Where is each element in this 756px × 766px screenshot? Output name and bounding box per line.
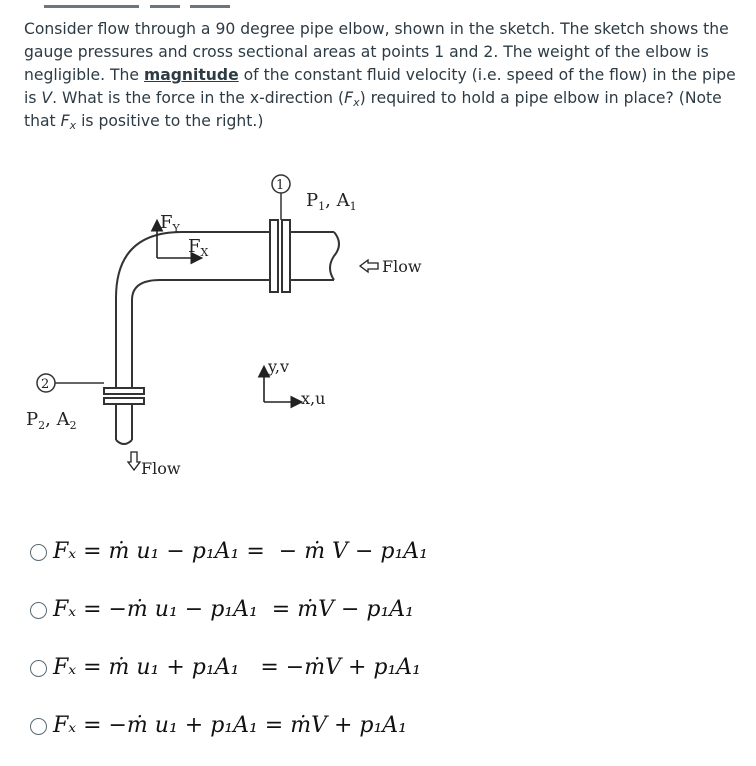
answer-options (30, 522, 730, 754)
answer-option-4[interactable] (30, 696, 730, 754)
axis-y-label: y,v (268, 357, 290, 376)
flow-arrow-bottom (128, 452, 140, 470)
point-2-marker (37, 374, 104, 392)
point-1-label: 1 (276, 178, 285, 193)
radio-button[interactable] (30, 718, 47, 735)
answer-formula: Fₓ = −ṁ u₁ + p₁A₁ = ṁV + p₁A₁ (53, 712, 407, 738)
clipped-text-sliver (0, 5, 756, 10)
pipe-elbow-diagram (0, 160, 460, 490)
radio-button[interactable] (30, 660, 47, 677)
answer-option-2[interactable] (30, 580, 730, 638)
p1-a1-label: $P_1$, $A_1$ (306, 190, 357, 213)
answer-formula: Fₓ = ṁ u₁ − p₁A₁ = − ṁ V − p₁A₁ (53, 538, 428, 564)
point-1-marker (272, 175, 290, 220)
question-text: Consider flow through a 90 degree pipe elbow, shown in the sketch. The sketch shows the gauge pressures and cross sectional areas at points 1 and 2. The weight of the elbow is negligible. The magnitude of the constant fluid velocity (i.e. speed of the flow) in the pipe is V. What is the force in the x-direction $(F_x)$ required to hold a pipe elbow in place? (Note that $F_x$ is positive to the right.) (24, 20, 736, 132)
radio-button[interactable] (30, 544, 47, 561)
radio-button[interactable] (30, 602, 47, 619)
answer-option-3[interactable] (30, 638, 730, 696)
fy-label: $F_Y$ (160, 212, 180, 235)
fx-label: $F_X$ (188, 236, 209, 259)
answer-option-1[interactable] (30, 522, 730, 580)
clipped-previous-text (0, 0, 756, 10)
pipe-elbow-sketch (0, 160, 460, 490)
axis-x-label: x,u (301, 389, 326, 408)
answer-formula: Fₓ = −ṁ u₁ − p₁A₁ = ṁV − p₁A₁ (53, 596, 414, 622)
flow-arrow-right (360, 260, 378, 272)
p2-a2-label: $P_2$, $A_2$ (26, 409, 77, 432)
flow-bottom-label: Flow (141, 459, 181, 478)
answer-formula: Fₓ = ṁ u₁ + p₁A₁ = −ṁV + p₁A₁ (53, 654, 421, 680)
magnitude-emphasis: magnitude (143, 66, 239, 84)
pipe-elbow (104, 220, 339, 444)
flow-right-label: Flow (382, 257, 422, 276)
point-2-label: 2 (41, 377, 50, 392)
